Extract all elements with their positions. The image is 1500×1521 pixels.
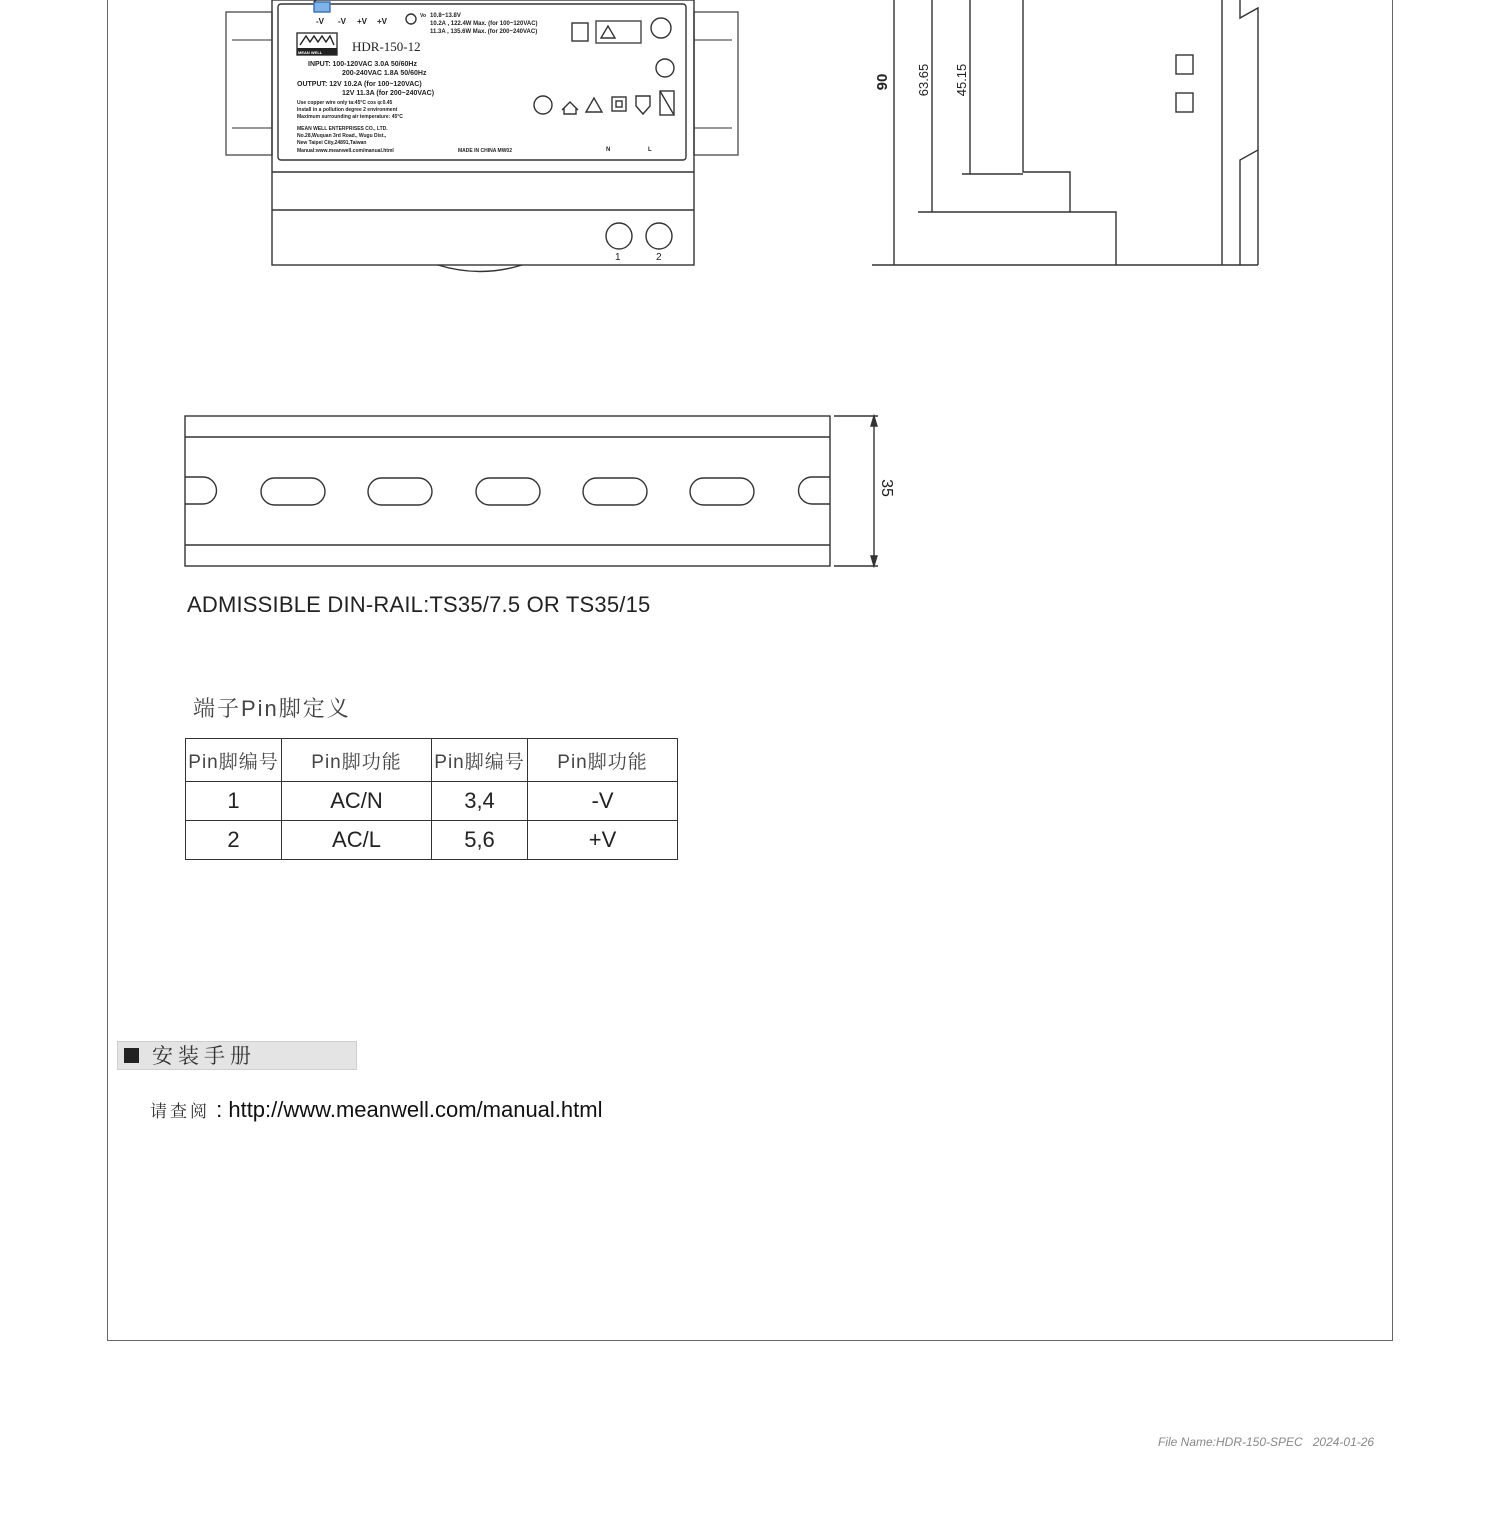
cell: 2 xyxy=(186,821,282,860)
install-section-title: 安装手册 xyxy=(152,1045,256,1068)
maker-1: MEAN WELL ENTERPRISES CO., LTD. xyxy=(297,126,388,132)
cell: +V xyxy=(528,821,678,860)
rail-dim: 35 xyxy=(878,479,895,497)
model-name: HDR-150-12 xyxy=(352,39,421,54)
dim-total: 90 xyxy=(874,73,891,91)
install-section-header xyxy=(117,1041,357,1070)
made-in: MADE IN CHINA MW02 xyxy=(458,148,512,154)
manual-label: 请查阅 xyxy=(150,1102,210,1121)
polarity-4: +V xyxy=(377,17,388,26)
cell: 1 xyxy=(186,782,282,821)
input-line-2: 200-240VAC 1.8A 50/60Hz xyxy=(342,70,427,77)
header-pin-func-1: Pin脚功能 xyxy=(282,739,432,782)
pin-section-heading: 端子Pin脚定义 xyxy=(193,696,351,721)
footer xyxy=(1158,1435,1374,1449)
terminal-l: L xyxy=(648,147,652,153)
pin-table-header xyxy=(186,739,678,782)
polarity-3: +V xyxy=(357,17,368,26)
rail-caption: ADMISSIBLE DIN-RAIL:TS35/7.5 OR TS35/15 xyxy=(187,592,651,617)
note-1: Use copper wire only ta:45°C cos φ:0.45 xyxy=(297,100,393,106)
polarity-2: -V xyxy=(338,17,346,26)
cell: AC/L xyxy=(282,821,432,860)
terminal-n: N xyxy=(606,147,611,153)
rating-line-2: 11.3A , 135.6W Max. (for 200~240VAC) xyxy=(430,29,538,35)
side-view-drawing xyxy=(872,0,1258,265)
header-pin-func-2: Pin脚功能 xyxy=(528,739,678,782)
note-3: Maximum surrounding air temperature: 45°C xyxy=(297,114,403,120)
output-line-1: OUTPUT: 12V 10.2A (for 100~120VAC) xyxy=(297,81,422,88)
manual-reference xyxy=(150,1097,602,1123)
pin-number-2: 2 xyxy=(656,252,662,263)
vo-label: Vo xyxy=(420,13,427,19)
dim-a: 63.65 xyxy=(916,63,931,97)
input-line-1: INPUT: 100-120VAC 3.0A 50/60Hz xyxy=(308,61,417,68)
dim-b: 45.15 xyxy=(954,63,969,97)
header-pin-no-2: Pin脚编号 xyxy=(432,739,528,782)
din-rail-drawing xyxy=(185,416,878,566)
maker-3: New Taipei City,24891,Taiwan xyxy=(297,140,367,146)
footer-date: 2024-01-26 xyxy=(1312,1435,1375,1449)
rating-line-1: 10.2A , 122.4W Max. (for 100~120VAC) xyxy=(430,21,538,27)
manual-url-link[interactable]: http://www.meanwell.com/manual.html xyxy=(228,1097,603,1122)
cell: 5,6 xyxy=(432,821,528,860)
pin-number-1: 1 xyxy=(615,252,621,263)
maker-2: No.28,Wuquan 3rd Road., Wugu Dist., xyxy=(297,133,387,139)
cell: AC/N xyxy=(282,782,432,821)
note-2: Install in a pollution degree 2 environment xyxy=(297,107,398,113)
header-pin-no-1: Pin脚编号 xyxy=(186,739,282,782)
bullet-square-icon xyxy=(124,1048,139,1063)
output-line-2: 12V 11.3A (for 200~240VAC) xyxy=(342,90,435,97)
cell: 3,4 xyxy=(432,782,528,821)
brand-text: MEAN WELL xyxy=(298,50,323,55)
polarity-1: -V xyxy=(316,17,324,26)
footer-file-name: File Name:HDR-150-SPEC xyxy=(1158,1435,1303,1449)
manual-separator: : xyxy=(210,1097,229,1122)
vo-range: 10.8~13.8V xyxy=(430,13,461,19)
cell: -V xyxy=(528,782,678,821)
pin-table xyxy=(185,738,678,860)
maker-4: Manual:www.meanwell.com/manual.html xyxy=(297,148,394,154)
table-row xyxy=(186,782,678,821)
table-row xyxy=(186,821,678,860)
